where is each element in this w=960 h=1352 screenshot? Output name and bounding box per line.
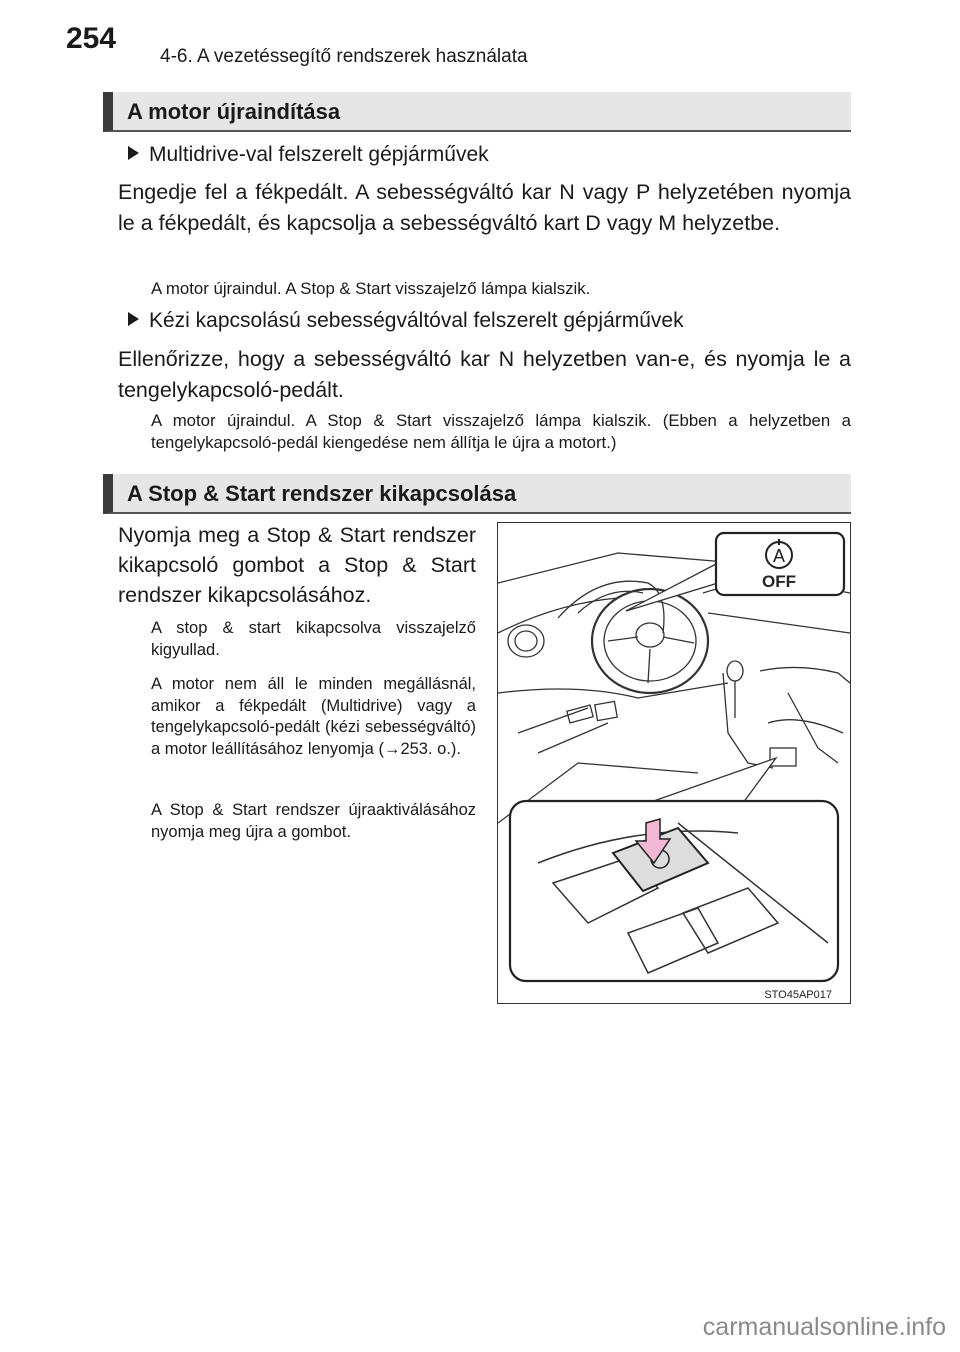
bullet-multidrive: Multidrive-val felszerelt gépjárművek [128, 143, 489, 167]
multidrive-note: A motor újraindul. A Stop & Start visszajelző lámpa kialszik. [151, 279, 591, 298]
icon-letter: A [772, 546, 786, 566]
disable-note-1: A stop & start kikapcsolva visszajelző kigyullad. [151, 619, 476, 659]
section-title: A motor újraindítása [127, 99, 341, 124]
page-number: 254 [66, 22, 117, 55]
watermark: carmanualsonline.info [702, 1313, 946, 1341]
disable-instruction: Nyomja meg a Stop & Start rendszer kikapcsoló gombot a Stop & Start rendszer kikapcsolásához. [118, 523, 476, 607]
disable-note-3: A Stop & Start rendszer újraaktiválásához nyomja meg újra a gombot. [151, 801, 476, 841]
zoom-pointer [648, 758, 776, 803]
section-title: A Stop & Start rendszer kikapcsolása [127, 481, 517, 506]
disable-note-2: A motor nem áll le minden megállásnál, amikor a fékpedált (Multidrive) vagy a tengelykapcsoló-pedált (kézi sebességváltó) a motor leállításához lenyomja (→253. o.). [151, 675, 476, 758]
bullet-manual: Kézi kapcsolású sebességváltóval felszerelt gépjárművek [128, 309, 684, 333]
stop-start-off-button-illustration [497, 522, 851, 1004]
section-header-disable [103, 474, 851, 514]
running-head: 4-6. A vezetéssegítő rendszerek használata [160, 46, 528, 67]
figure-code: STO45AP017 [764, 989, 832, 1001]
manual-instruction: Ellenőrizze, hogy a sebességváltó kar N helyzetben van-e, és nyomja le a tengelykapcsoló-pedált. [118, 347, 851, 402]
triangle-bullet-icon [128, 146, 139, 160]
callout-pointer [626, 563, 718, 611]
icon-off-label: OFF [762, 572, 796, 591]
dashboard-svg [498, 523, 850, 1003]
multidrive-instruction: Engedje fel a fékpedált. A sebességváltó kar N vagy P helyzetében nyomja le a fékpedált, és kapcsolja a sebességváltó kart D vagy M helyzetbe. [118, 180, 851, 235]
manual-note: A motor újraindul. A Stop & Start visszajelző lámpa kialszik. (Ebben a helyzetben a tengelykapcsoló-pedál kiengedése nem állítja le újra a motort.) [151, 411, 851, 452]
section-header-restart [103, 92, 851, 132]
triangle-bullet-icon [128, 312, 139, 326]
